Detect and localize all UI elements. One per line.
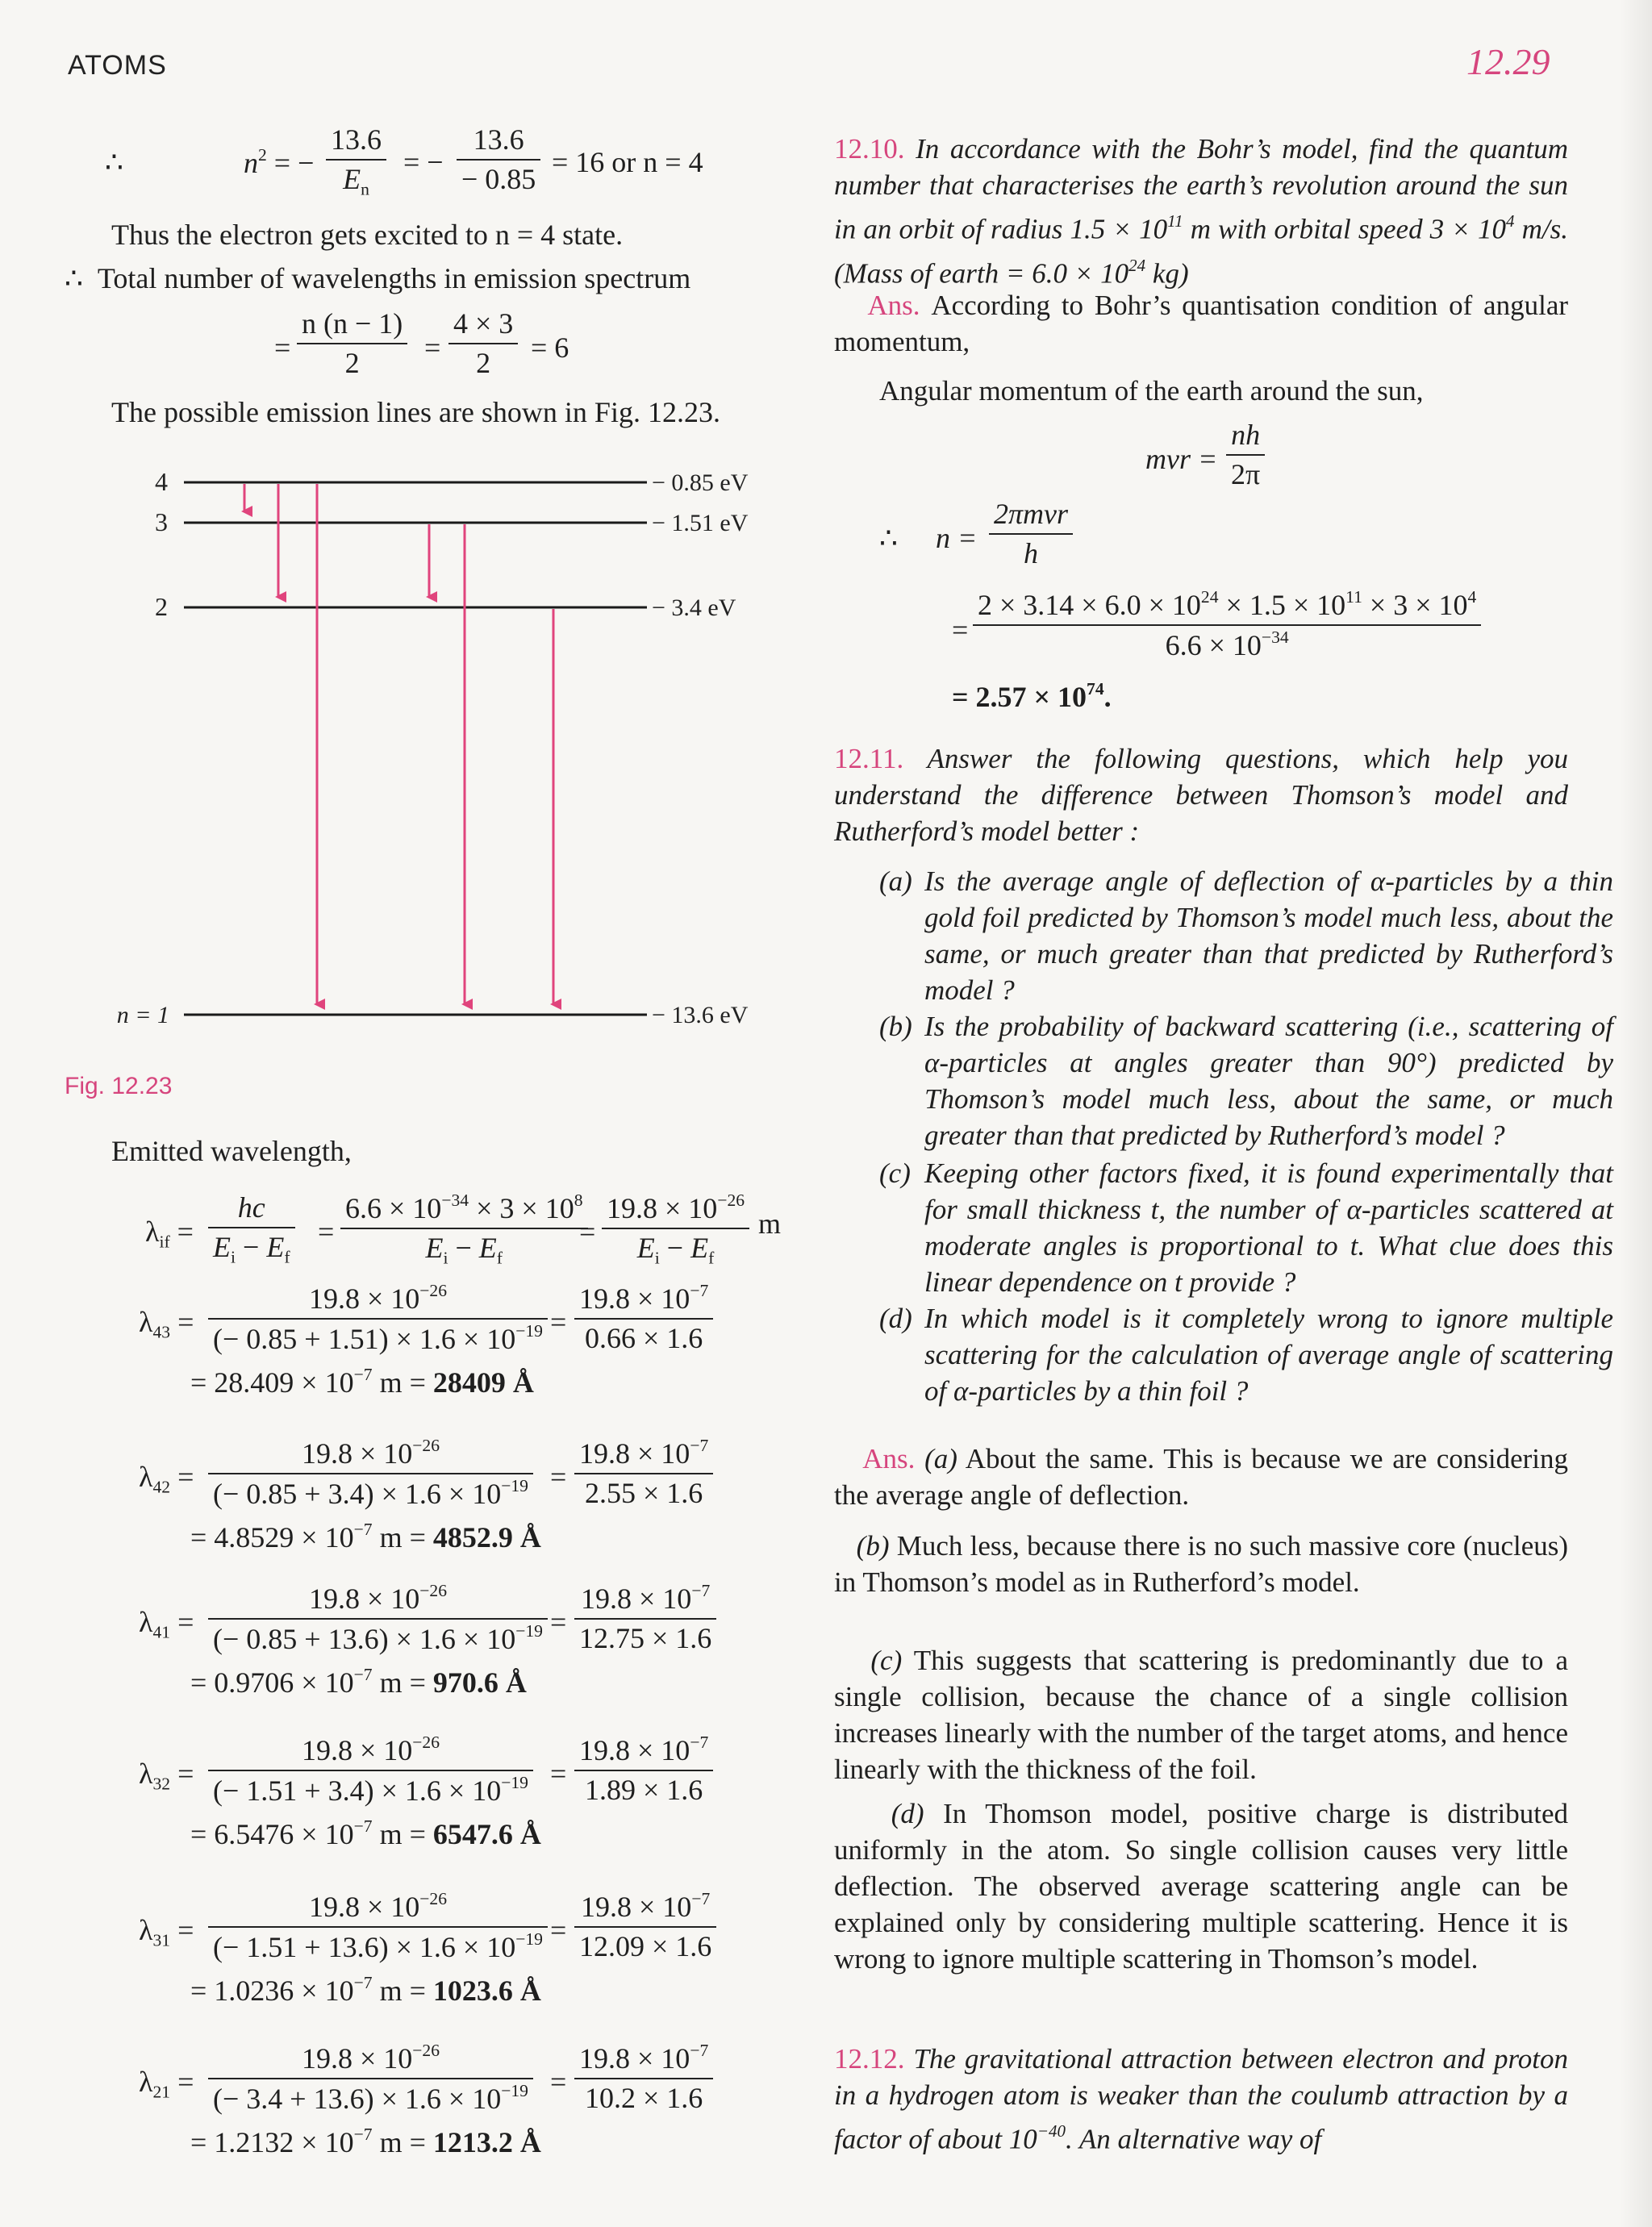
chapter-title: ATOMS <box>68 50 167 81</box>
page-number: 12.29 <box>1466 41 1550 82</box>
level-3-energy: − 1.51 eV <box>652 510 749 536</box>
question-12-12: 12.12. The gravitational attraction between electron and proton in a hydrogen atom is weaker than the coulumb attraction by a factor of about $10^{-40}$. An alternative way of <box>834 2043 1569 2155</box>
emitted-wavelength-label: Emitted wavelength, <box>111 1135 352 1167</box>
level-2-label: 2 <box>155 592 168 621</box>
lambda-42-result: = $4.8529 \times 10^{-7}$ m = 4852.9 Å <box>190 1520 541 1554</box>
lambda-31-result: = $1.0236 \times 10^{-7}$ m = 1023.6 Å <box>190 1973 541 2008</box>
question-12-10: 12.10. In accordance with the Bohr’s model, find the quantum number that characterises the earth’s revolution around the sun in an orbit of radius $1.5 \times 10^{11}$ m with orbital speed $3 \times 10^4$ m/s. (Mass of earth = $6.0 \times 10^{24}$ kg) <box>834 133 1568 290</box>
lambda-41-result: = $0.9706 \times 10^{-7}$ m = 970.6 Å <box>190 1665 527 1699</box>
answer-12-11-c: (c) This suggests that scattering is predominantly due to a single collision, because the chance of a single collision increases linearly with the number of the target atoms, and hence linearly with the thickness of the foil. <box>834 1645 1569 1785</box>
answer-12-11-a: Ans. (a) About the same. This is because we are considering the average angle of deflection. <box>834 1443 1569 1511</box>
total-wavelengths-line: ∴ Total number of wavelengths in emission spectrum <box>65 262 691 294</box>
level-1-label: n = 1 <box>116 1002 169 1028</box>
figure-caption: Fig. 12.23 <box>65 1073 173 1099</box>
page-edge-shadow <box>1620 0 1652 2227</box>
answer-12-10-angular: Angular momentum of the earth around the sun, <box>879 375 1424 407</box>
answer-12-11-d: (d) In Thomson model, positive charge is distributed uniformly in the atom. So single collision causes very little deflection. The observed average scattering angle can be explained only by considering multiple scattering. Hence it is wrong to ignore multiple scattering in Thomson’s model. <box>834 1798 1569 1975</box>
answer-12-11-b: (b) Much less, because there is no such massive core (nucleus) in Thomson’s model as in Rutherford’s model. <box>834 1530 1569 1598</box>
answer-12-10-intro: Ans. According to Bohr’s quantisation condition of angular momentum, <box>834 290 1569 357</box>
level-2-energy: − 3.4 eV <box>652 594 736 621</box>
possible-lines-line: The possible emission lines are shown in Fig. 12.23. <box>111 396 720 428</box>
question-number: 12.10. <box>834 133 905 165</box>
level-4-label: 4 <box>155 467 168 496</box>
level-1-energy: − 13.6 eV <box>652 1002 749 1028</box>
lambda-21-result: = $1.2132 \times 10^{-7}$ m = 1213.2 Å <box>190 2125 541 2159</box>
lambda-32-result: = $6.5476 \times 10^{-7}$ m = 6547.6 Å <box>190 1816 541 1851</box>
energy-level-diagram <box>48 452 774 1032</box>
n-result: = $2.57 \times 10^{74}$. <box>952 679 1112 714</box>
excited-state-line: Thus the electron gets excited to n = 4 state. <box>111 219 624 251</box>
level-4-energy: − 0.85 eV <box>652 469 749 496</box>
level-3-label: 3 <box>155 507 168 536</box>
question-12-11: 12.11. Answer the following questions, which help you understand the difference between Thomson’s model and Rutherford’s model better : <box>834 743 1568 847</box>
lambda-43-result: = $28.409 \times 10^{-7}$ m = 28409 Å <box>190 1365 534 1399</box>
